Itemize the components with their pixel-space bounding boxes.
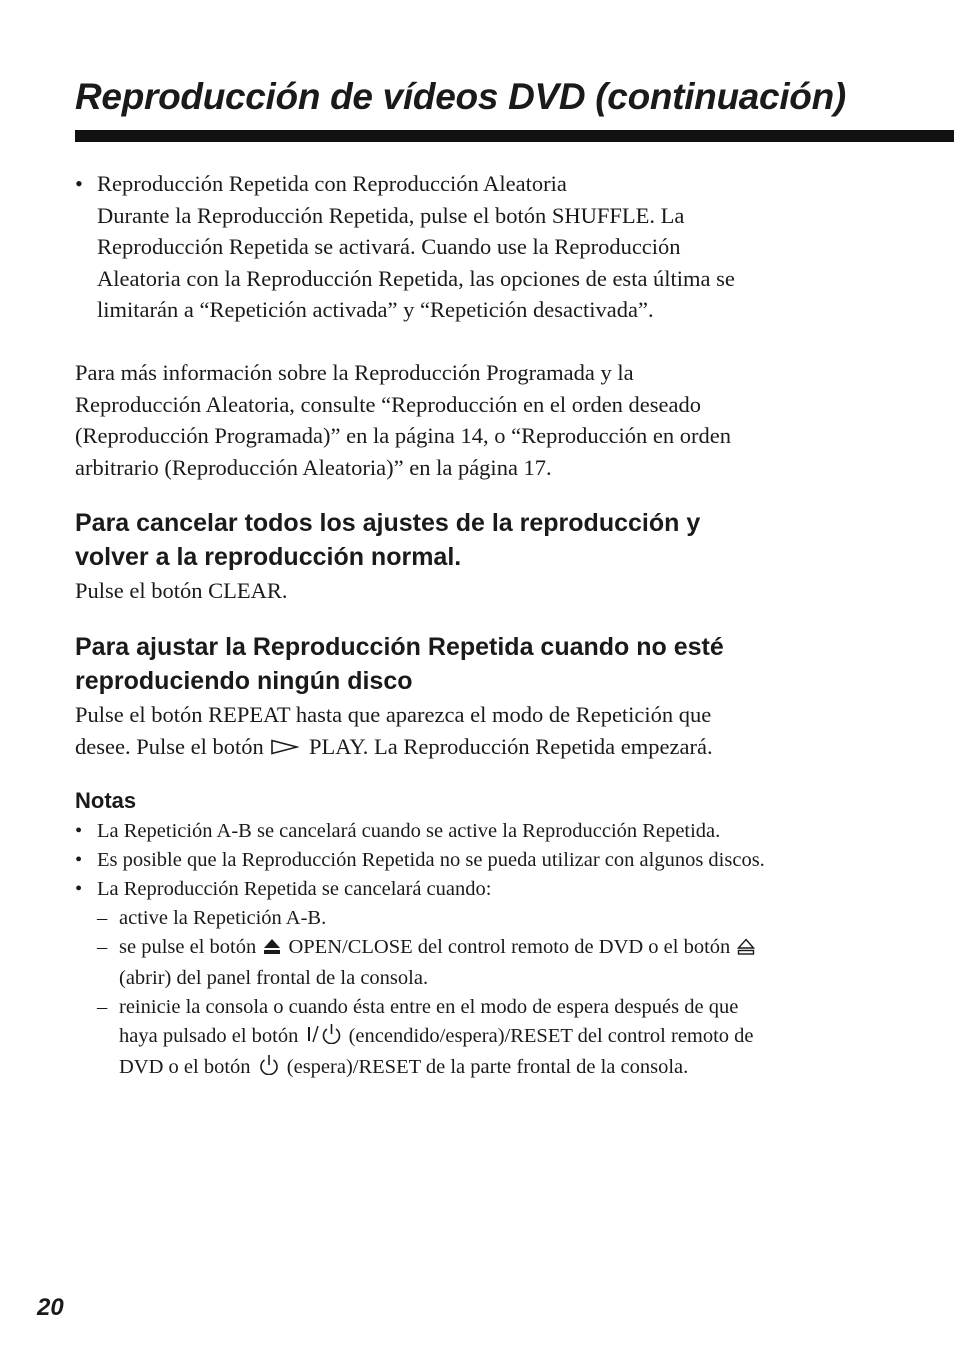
subitem-text: haya pulsado el botón: [119, 1025, 299, 1047]
standby-icon: [258, 1053, 280, 1084]
paragraph-line: arbitrario (Reproducción Aleatoria)” en la página 17.: [75, 454, 552, 480]
subitem-text: OPEN/CLOSE del control remoto de DVD o el botón: [288, 936, 731, 958]
heading-line: Para ajustar la Reproducción Repetida cuando no esté: [75, 633, 724, 661]
bullet-mark: •: [75, 820, 83, 842]
paragraph-line: (Reproducción Programada)” en la página 14, o “Reproducción en orden: [75, 423, 732, 448]
notes-list: [75, 817, 895, 1084]
subitem-text: DVD o el botón: [119, 1056, 251, 1078]
note-subitem-continuation: [75, 1053, 895, 1084]
play-outline-icon: [271, 732, 299, 764]
note-text: Es posible que la Reproducción Repetida no se pueda utilizar con algunos discos.: [97, 849, 765, 871]
subitem-text: se pulse el botón: [119, 936, 257, 958]
repeat-text-before-icon: desee. Pulse el botón: [75, 733, 264, 759]
eject-filled-icon: [263, 935, 281, 964]
note-item: [75, 846, 895, 875]
page-title: Reproducción de vídeos DVD (continuación): [75, 76, 846, 117]
eject-outline-icon: [737, 935, 755, 964]
subitem-text: (encendido/espera)/RESET del control remoto de: [348, 1025, 754, 1047]
heading-line: Para cancelar todos los ajustes de la reproducción y: [75, 509, 701, 537]
power-toggle-icon: [305, 1022, 341, 1053]
cancel-text: Pulse el botón CLEAR.: [75, 578, 288, 603]
bullet-mark: •: [75, 171, 83, 196]
repeat-heading: [75, 630, 724, 698]
dash-mark: –: [97, 996, 108, 1018]
note-subitem: [75, 933, 895, 964]
bullet-text: [97, 168, 875, 326]
paragraph-line: Reproducción Aleatoria, consulte “Reproducción en el orden deseado: [75, 391, 702, 417]
bullet-line: Reproducción Repetida se activará. Cuando use la Reproducción: [97, 234, 681, 259]
note-item: [75, 817, 895, 846]
info-paragraph: [75, 357, 875, 483]
subitem-text: (espera)/RESET de la parte frontal de la consola.: [286, 1056, 689, 1078]
repeat-text: [75, 699, 875, 763]
bullet-line: limitarán a “Repetición activada” y “Repetición desactivada”.: [97, 297, 654, 322]
bullet-mark: •: [75, 878, 83, 900]
bullet-line: Aleatoria con la Reproducción Repetida, las opciones de esta última se: [97, 265, 735, 291]
subitem-text: reinicie la consola o cuando ésta entre en el modo de espera después de que: [119, 996, 739, 1018]
subitem-text: active la Repetición A-B.: [119, 907, 327, 929]
heading-line: volver a la reproducción normal.: [75, 543, 462, 571]
title-rule: [75, 130, 954, 142]
note-text: La Repetición A-B se cancelará cuando se active la Reproducción Repetida.: [97, 820, 721, 842]
paragraph-line: Para más información sobre la Reproducción Programada y la: [75, 360, 634, 385]
note-item: [75, 875, 895, 904]
note-subitem-continuation: [75, 964, 895, 993]
repeat-line: Pulse el botón REPEAT hasta que aparezca el modo de Repetición que: [75, 702, 712, 727]
page-number: 20: [37, 1294, 64, 1321]
note-subitem: [75, 904, 895, 933]
heading-line: reproduciendo ningún disco: [75, 667, 413, 695]
repeat-shuffle-bullet: [75, 168, 875, 326]
bullet-line: Durante la Reproducción Repetida, pulse el botón SHUFFLE. La: [97, 202, 685, 228]
cancel-heading: [75, 506, 700, 574]
subitem-text: (abrir) del panel frontal de la consola.: [119, 967, 429, 989]
note-subitem: [75, 993, 895, 1022]
notes-title: Notas: [75, 788, 137, 813]
bullet-mark: •: [75, 849, 83, 871]
dash-mark: –: [97, 936, 108, 958]
note-text: La Reproducción Repetida se cancelará cuando:: [97, 878, 492, 900]
repeat-text-after-icon: PLAY. La Reproducción Repetida empezará.: [308, 733, 713, 759]
dash-mark: –: [97, 907, 108, 929]
bullet-line: Reproducción Repetida con Reproducción Aleatoria: [97, 171, 567, 196]
repeat-line: [75, 731, 875, 764]
note-subitem-continuation: [75, 1022, 895, 1053]
